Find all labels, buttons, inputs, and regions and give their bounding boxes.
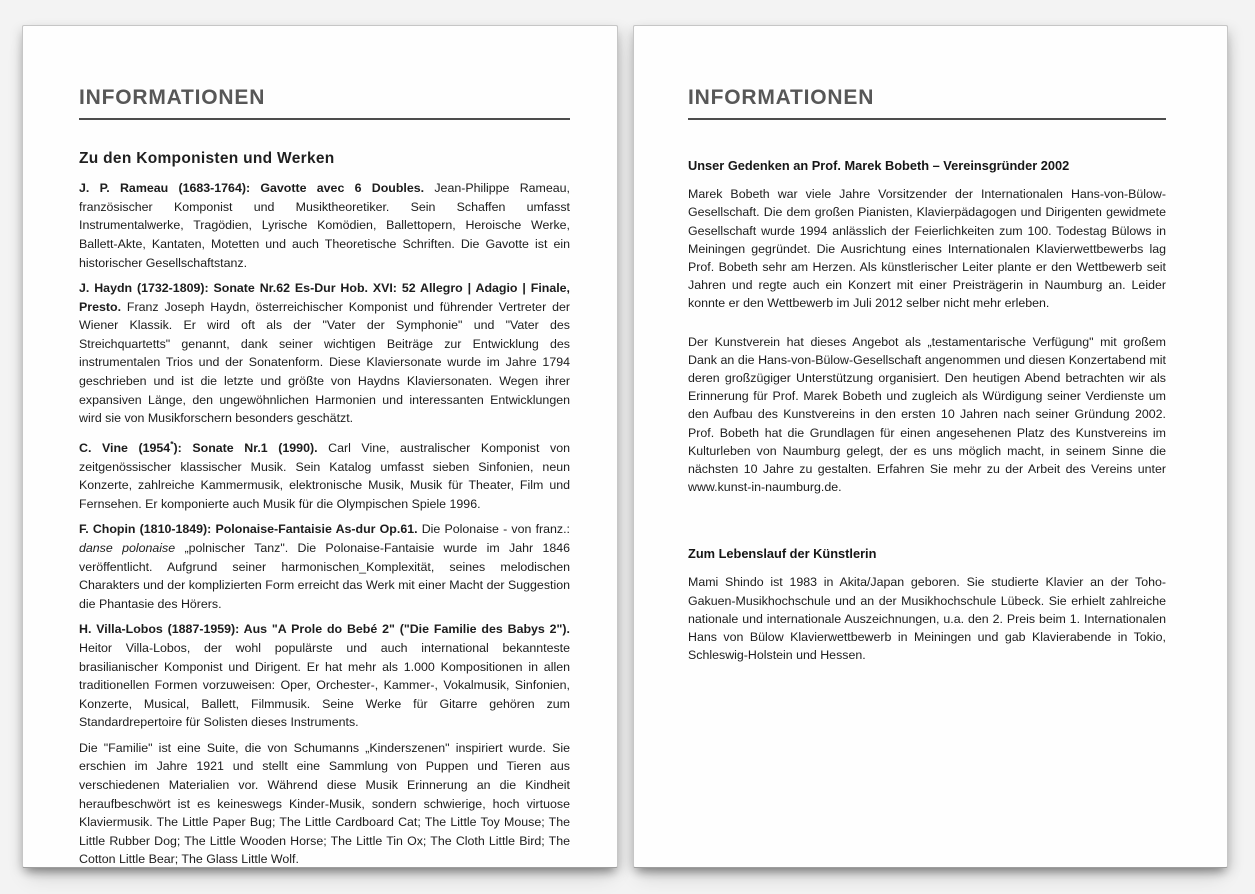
section-lebenslauf-body (688, 573, 1166, 664)
paragraph (79, 739, 570, 868)
page-title: INFORMATIONEN (79, 86, 266, 109)
text-run-bold: ): Sonate Nr.1 (1990). (173, 440, 318, 455)
text-run-regular: „polnischer Tanz". Die Polonaise-Fantaisie wurde im Jahr 1846 veröffentlicht. Aufgrund seiner harmonischen_Komplexität, seines melodischen Charakters und der komplizierten Form erreicht das Werk mit einer Macht der Suggestion die Phantasie des Hörers. (79, 540, 571, 611)
paragraph (79, 179, 570, 272)
section-gedenken (688, 158, 1166, 496)
paragraph (688, 333, 1166, 497)
page-right (633, 25, 1228, 868)
page-title: INFORMATIONEN (688, 86, 875, 109)
header-rule (688, 118, 1166, 120)
section-title-komponisten: Zu den Komponisten und Werken (79, 150, 335, 168)
text-run-bold: F. Chopin (1810-1849): Polonaise-Fantaisie As-dur Op.61. (79, 522, 418, 537)
text-run-regular: Jean-Philippe Rameau, französischer Komponist und Musiktheoretiker. Sein Schaffen umfasst Instrumentalwerke, Tragödien, Lyrische Komödien, Ballettopern, Heroische Werke, Ballett-Akte, Kantaten, Motetten und auch Theoretische Schriften. Die Gavotte ist ein historischer Gesellschaftstanz. (79, 181, 570, 270)
section-gedenken-body (688, 185, 1166, 496)
text-run-regular: Der Kunstverein hat dieses Angebot als „testamentarische Verfügung" mit großem Dank an die Hans-von-Bülow-Gesellschaft angenommen und diesen Konzertabend mit deren großzügiger Unterstützung organisiert. Den heutigen Abend betrachten wir als Erinnerung für Prof. Marek Bobeth und zugleich als Würdigung seiner Verdienste um den Aufbau des Kunstvereins in den ersten 10 Jahren nach seiner Gründung 2002. Prof. Bobeth hat die Grundlagen für einen angesehenen Platz des Kunstvereins im Kulturleben von Naumburg gelegt, der es uns möglich macht, in seinem Sinne die nächsten 10 Jahre zu gestalten. Erfahren Sie mehr zu der Arbeit des Vereins unter www.kunst-in-naumburg.de. (688, 334, 1166, 495)
section-title-gedenken: Unser Gedenken an Prof. Marek Bobeth – Vereinsgründer 2002 (688, 158, 1070, 174)
text-run-regular: Franz Joseph Haydn, österreichischer Komponist und führender Vertreter der Wiener Klassik. Er wird oft als der "Vater der Symphonie" und "Vater des Streichquartetts" genannt, dank seiner wichtigen Beiträge zur Entwicklung des instrumentalen Trios und der Sonatenform. Diese Klaviersonate wurde im Jahre 1794 geschrieben und ist die letzte und größte von Haydns Klaviersonaten. Wegen ihrer expansiven Länge, den ungewöhnlichen Harmonien und interessanten Entwicklungen wird sie von Musikforschern besonders geschätzt. (79, 299, 570, 426)
section-title-lebenslauf: Zum Lebenslauf der Künstlerin (688, 546, 877, 562)
text-run-regular: Die "Familie" ist eine Suite, die von Schumanns „Kinderszenen" inspiriert wurde. Sie erschien im Jahre 1921 und stellt eine Sammlung von Puppen und Tieren aus verschiedenen Materialien vor. Während diese Musik Erinnerung an die Kindheit heraufbeschwört ist es keineswegs Kinder-Musik, sondern schwierige, hoch virtuose Klaviermusik. The Little Paper Bug; The Little Cardboard Cat; The Little Toy Mouse; The Little Rubber Dog; The Little Wooden Horse; The Little Tin Ox; The Cloth Little Bird; The Cotton Little Bear; The Glass Little Wolf. (79, 740, 570, 867)
left-page-body (79, 179, 570, 868)
text-run-regular: Heitor Villa-Lobos, der wohl populärste und auch international bekannteste brasilianischer Komponist und Dirigent. Er hat mehr als 1.000 Kompositionen in allen traditionellen Formen vorzuweisen: Oper, Orchester-, Kammer-, Vokalmusik, Sinfonien, Konzerte, Musical, Ballett, Filmmusik. Seine Werke für Gitarre gehören zum Standardrepertoire für Solisten dieses Instruments. (79, 640, 570, 730)
paragraph (79, 520, 570, 613)
paragraph (688, 185, 1166, 312)
page-right-header (688, 86, 1166, 120)
paragraph (688, 573, 1166, 664)
paragraph (79, 279, 570, 428)
page-left-header (79, 86, 570, 120)
text-run-regular: Marek Bobeth war viele Jahre Vorsitzender der Internationalen Hans-von-Bülow-Gesellschaft. Die dem großen Pianisten, Klavierpädagogen und Dirigenten gewidmete Gesellschaft wurde 1994 anlässlich der Feierlichkeiten zum 100. Todestag Bülows in Meiningen gegründet. Die Ausrichtung eines Internationalen Klavierwettbewerbs lag Prof. Bobeth sehr am Herzen. Als künstlerischer Leiter plante er den Wettbewerb seit Jahren und regte auch ein Konzert mit einer Preisträgerin in Naumburg an. Leider konnte er den Wettbewerb im Juli 2012 selber nicht mehr erleben. (688, 187, 1166, 311)
header-rule (79, 118, 570, 120)
text-run-bold: J. Haydn (1732-1809): Sonate Nr.62 Es-Dur Hob. XVI: 52 Allegro | Adagio | Finale, Presto. (79, 281, 570, 314)
paragraph (79, 620, 570, 732)
text-run-italic: danse polonaise (79, 540, 176, 555)
text-run-sup: * (170, 438, 174, 449)
text-run-regular: Carl Vine, australischer Komponist von zeitgenössischer klassischer Musik. Sein Katalog umfasst sieben Sinfonien, neun Konzerte, zahlreiche Kammermusik, elektronische Musik, Musik für Theater, Film und Fernsehen. Er komponierte auch Musik für die Olympischen Spiele 1996. (79, 440, 570, 511)
text-run-regular: Mami Shindo ist 1983 in Akita/Japan geboren. Sie studierte Klavier an der Toho-Gakuen-Musikhochschule und an der Musikhochschule Lübeck. Sie erhielt zahlreiche nationale und internationale Auszeichnungen, u.a. den 2. Preis beim 1. Internationalen Hans von Bülow Klavierwettbewerb in Meiningen und gab Klavierabende in Tokio, Schleswig-Holstein und Hessen. (688, 575, 1166, 663)
text-run-regular: Die Polonaise - von franz.: (417, 522, 570, 537)
paragraph (79, 435, 570, 514)
text-run-bold: H. Villa-Lobos (1887-1959): Aus "A Prole do Bebé 2" ("Die Familie des Babys 2"). (79, 622, 570, 637)
section-lebenslauf (688, 546, 1166, 664)
page-left (22, 25, 618, 868)
text-run-bold: J. P. Rameau (1683-1764): Gavotte avec 6 Doubles. (79, 181, 425, 196)
text-run-bold: C. Vine (1954 (79, 440, 171, 455)
